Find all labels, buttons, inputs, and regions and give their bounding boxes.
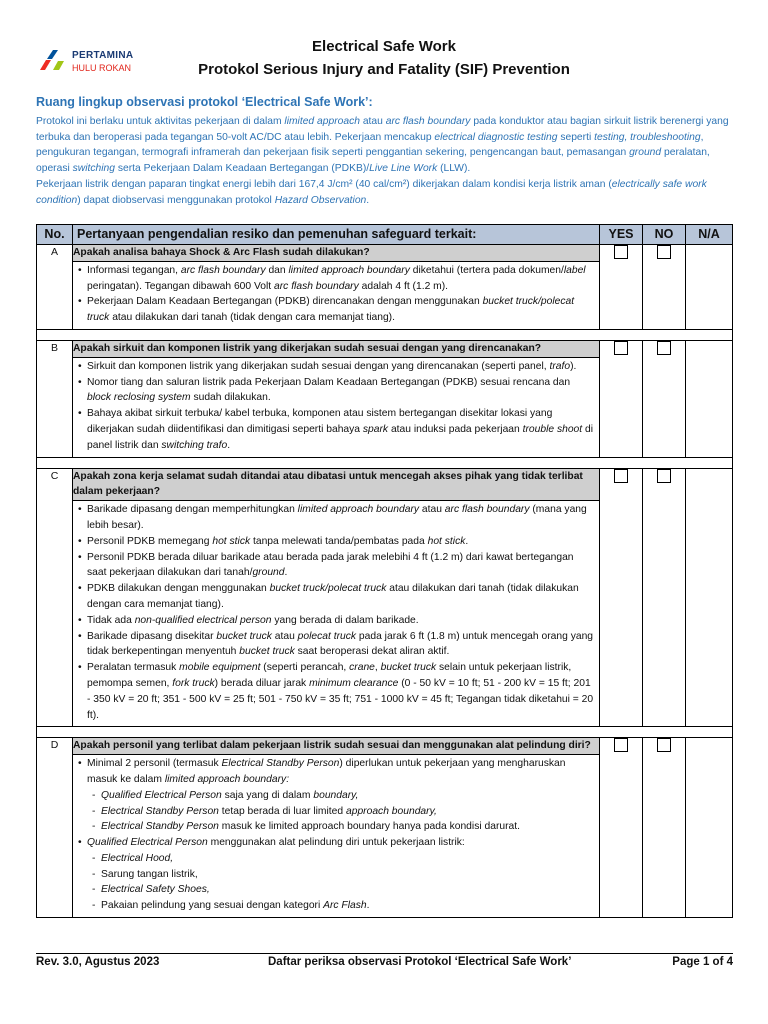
scope-heading: Ruang lingkup observasi protokol ‘Electrical Safe Work’: [36,95,373,109]
sub-list-item: - Qualified Electrical Person saja yang di dalam boundary, [101,788,595,804]
list-item: • Tidak ada non-qualified electrical person yang berada di dalam barikade. [87,613,595,629]
section-letter-b: B [37,340,73,457]
page-title: Electrical Safe Work [312,38,456,55]
no-cell-d [643,738,686,918]
question-a: Apakah analisa bahaya Shock & Arc Flash sudah dilakukan? [73,245,600,262]
page-header [0,0,768,92]
checkbox-yes-b[interactable] [614,341,628,355]
list-item: • Sirkuit dan komponen listrik yang dikerjakan sudah sesuai dengan yang direncanakan (seperti panel, trafo). [87,359,595,375]
section-letter-c: C [37,468,73,727]
logo-name: PERTAMINA [72,50,134,61]
no-cell-a [643,245,686,330]
checkbox-no-c[interactable] [657,469,671,483]
list-item: • Bahaya akibat sirkuit terbuka/ kabel terbuka, komponen atau sistem bertegangan disekitar lokasi yang dikerjakan sudah diidentifikasi dan dimitigasi seperti bahaya spark atau induksi pada pekerjaan trouble shoot di panel listrik dan switching trafo. [87,406,595,453]
section-letter-a: A [37,245,73,330]
col-header-no-answer: NO [643,225,686,245]
sub-list-item: - Electrical Standby Person masuk ke limited approach boundary hanya pada kondisi darurat. [101,819,595,835]
list-item: • Personil PDKB berada diluar barikade atau berada pada jarak melebihi 4 ft (1.2 m) dari kawat bertegangan saat pekerjaan dilakukan dari tanah/ground. [87,550,595,582]
bullets-c [73,501,600,727]
col-header-question: Pertanyaan pengendalian resiko dan pemenuhan safeguard terkait: [73,225,600,245]
question-c: Apakah zona kerja selamat sudah ditandai atau dibatasi untuk mencegah akses pihak yang tidak terlibat dalam pekerjaan? [73,468,600,501]
bullets-b [73,357,600,457]
list-item: • Nomor tiang dan saluran listrik pada Pekerjaan Dalam Keadaan Bertegangan (PDKB) sesuai rencana dan block reclosing system sudah dilakukan. [87,375,595,407]
sub-list-item: - Pakaian pelindung yang sesuai dengan kategori Arc Flash. [101,898,595,914]
question-row-b [37,340,733,357]
spacer-row [37,727,733,738]
list-item: • Qualified Electrical Person menggunakan alat pelindung diri untuk pekerjaan listrik: - Electrical Hood, - Sarung tangan listrik, - Electrical Safety Shoes, - Pakaian pelindung yang sesuai dengan kategori Arc Flash. [87,835,595,914]
scope-paragraph-1: Protokol ini berlaku untuk aktivitas pekerjaan di dalam limited approach atau arc flash boundary pada konduktor atau bagian sirkuit listrik berenergi yang terbuka dan beroperasi pada tegangan 50-volt AC/DC atau lebih. Pekerjaan mencakup electrical diagnostic testing seperti testing, troubleshooting, pengukuran tegangan, termografi inframerah dan pekerjaan fisik seperti penggantian sekering, pengencangan baut, pemasangan ground peralatan, operasi switching serta Pekerjaan Dalam Keadaan Bertegangan (PDKB)/Live Line Work (LLW). [36,115,729,175]
footer-page-number: Page 1 of 4 [672,956,733,968]
no-cell-c [643,468,686,727]
table-header-row [37,225,733,245]
page-footer [36,953,733,968]
list-item: • Pekerjaan Dalam Keadaan Bertegangan (PDKB) direncanakan dengan menggunakan bucket truck/polecat truck atau dilakukan dari tanah (tidak dengan cara memanjat tiang). [87,294,595,326]
sub-list-item: - Electrical Hood, [101,851,595,867]
question-row-d [37,738,733,755]
question-b: Apakah sirkuit dan komponen listrik yang dikerjakan sudah sesuai dengan yang direncanakan? [73,340,600,357]
na-cell-b[interactable] [686,340,733,457]
spacer-row [37,457,733,468]
checkbox-no-a[interactable] [657,245,671,259]
col-header-na: N/A [686,225,733,245]
checkbox-yes-d[interactable] [614,738,628,752]
na-cell-c[interactable] [686,468,733,727]
na-cell-d[interactable] [686,738,733,918]
col-header-yes: YES [600,225,643,245]
list-item: • Informasi tegangan, arc flash boundary dan limited approach boundary diketahui (tertera pada dokumen/label peringatan). Tegangan dibawah 600 Volt arc flash boundary adalah 4 ft (1.2 m). [87,263,595,295]
no-cell-b [643,340,686,457]
list-item: • Barikade dipasang dengan memperhitungkan limited approach boundary atau arc flash boundary (mana yang lebih besar). [87,502,595,534]
yes-cell-c [600,468,643,727]
footer-document-title: Daftar periksa observasi Protokol ‘Electrical Safe Work’ [268,956,572,968]
footer-revision: Rev. 3.0, Agustus 2023 [36,956,160,968]
yes-cell-d [600,738,643,918]
scope-section [36,95,736,209]
bullets-a [73,261,600,329]
list-item: • Personil PDKB memegang hot stick tanpa melewati tanda/pembatas pada hot stick. [87,534,595,550]
list-item: • Peralatan termasuk mobile equipment (seperti perancah, crane, bucket truck selain untuk pekerjaan listrik, pemompa semen, fork truck) berada diluar jarak minimum clearance (0 - 50 kV = 10 ft; 51 - 200 kV = 15 ft; 201 - 350 kV = 20 ft; 351 - 500 kV = 25 ft; 501 - 750 kV = 35 ft; 751 - 1000 kV = 45 ft; Tegangan tidak diketahui = 20 ft). [87,660,595,723]
logo-subtitle: HULU ROKAN [72,63,132,73]
scope-paragraph-2: Pekerjaan listrik dengan paparan tingkat energi lebih dari 167,4 J/cm² (40 cal/cm²) dikerjakan dalam kondisi kerja listrik aman (electrically safe work condition) dapat diobservasi menggunakan protokol Hazard Observation. [36,178,707,206]
question-row-a [37,245,733,262]
sub-list-item: - Electrical Safety Shoes, [101,882,595,898]
spacer-row [37,329,733,340]
checkbox-yes-a[interactable] [614,245,628,259]
list-item: • PDKB dilakukan dengan menggunakan bucket truck/polecat truck atau dilakukan dari tanah (tidak dilakukan dengan cara memanjat tiang). [87,581,595,613]
sub-list-item: - Sarung tangan listrik, [101,867,595,883]
col-header-no: No. [37,225,73,245]
checklist-table [36,224,733,918]
section-letter-d: D [37,738,73,918]
checkbox-no-b[interactable] [657,341,671,355]
na-cell-a[interactable] [686,245,733,330]
checkbox-yes-c[interactable] [614,469,628,483]
sub-list-item: - Electrical Standby Person tetap berada di luar limited approach boundary, [101,804,595,820]
question-d: Apakah personil yang terlibat dalam pekerjaan listrik sudah sesuai dan menggunakan alat pelindung diri? [73,738,600,755]
page-subtitle: Protokol Serious Injury and Fatality (SIF) Prevention [198,61,570,78]
yes-cell-a [600,245,643,330]
list-item: • Minimal 2 personil (termasuk Electrical Standby Person) diperlukan untuk pekerjaan yang mengharuskan masuk ke dalam limited approach boundary: - Qualified Electrical Person saja yang di dalam boundary, - Electrical Standby Person tetap berada di luar limited approach boundary, - Electrical Standby Person masuk ke limited approach boundary hanya pada kondisi darurat. [87,756,595,835]
yes-cell-b [600,340,643,457]
bullets-d [73,755,600,918]
question-row-c [37,468,733,501]
list-item: • Barikade dipasang disekitar bucket truck atau polecat truck pada jarak 6 ft (1.8 m) untuk mencegah orang yang tidak berkepentingan menyentuh bucket truck saat beroperasi dekat aliran aktif. [87,629,595,661]
checkbox-no-d[interactable] [657,738,671,752]
